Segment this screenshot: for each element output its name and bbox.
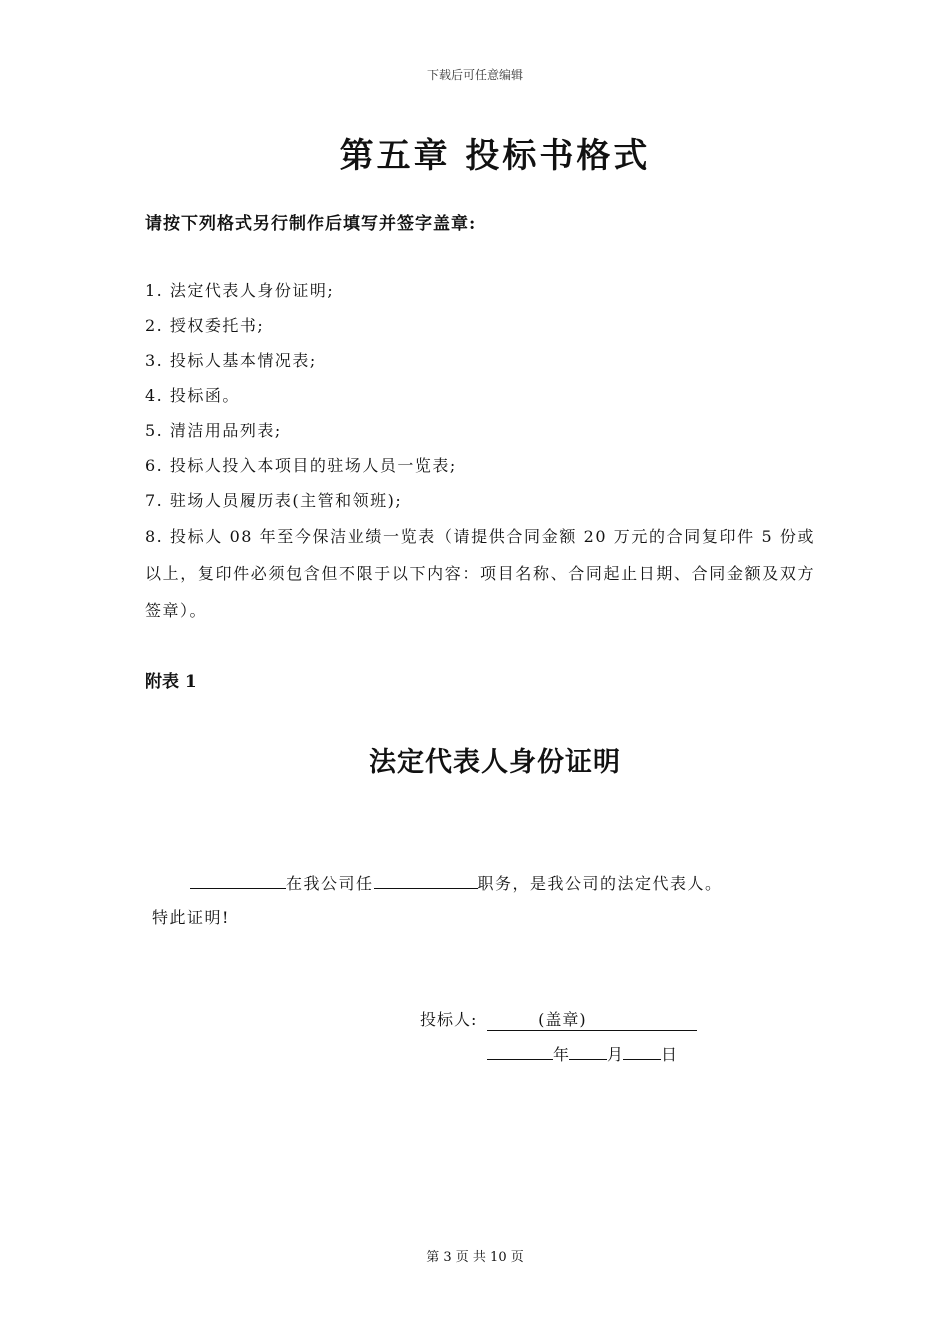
list-item: 2. 授权委托书;	[145, 316, 265, 335]
instruction-text: 请按下列格式另行制作后填写并签字盖章:	[145, 214, 477, 234]
form-title: 法定代表人身份证明	[369, 747, 621, 778]
list-item: 1. 法定代表人身份证明;	[145, 281, 335, 300]
list-item: 3. 投标人基本情况表;	[145, 351, 317, 370]
list-item: 6. 投标人投入本项目的驻场人员一览表;	[145, 456, 457, 475]
bidder-line	[420, 1007, 697, 1031]
list-item: 4. 投标函。	[145, 386, 240, 405]
appendix-label: 附表 1	[145, 672, 197, 692]
seal-text: (盖章)	[538, 1010, 587, 1029]
year-blank[interactable]	[487, 1041, 553, 1060]
closing-text: 特此证明!	[152, 908, 230, 927]
name-blank[interactable]	[190, 870, 286, 889]
header-note: 下载后可任意编辑	[426, 68, 523, 82]
page-footer: 第 3 页 共 10 页	[426, 1250, 524, 1265]
list-item: 7. 驻场人员履历表(主管和领班);	[145, 491, 403, 510]
document-list	[145, 278, 815, 629]
list-item: 8. 投标人 08 年至今保洁业绩一览表（请提供合同金额 20 万元的合同复印件 5 份或以上，复印件必须包含但不限于以下内容：项目名称、合同起止日期、合同金额及双方签章）。	[145, 527, 815, 620]
month-label: 月	[607, 1045, 624, 1064]
month-blank[interactable]	[569, 1041, 607, 1060]
list-item: 5. 清洁用品列表;	[145, 421, 282, 440]
year-label: 年	[553, 1045, 570, 1064]
text-after-name: 在我公司任	[286, 874, 374, 893]
date-line	[487, 1041, 677, 1065]
day-blank[interactable]	[623, 1041, 661, 1060]
text-after-position: 职务，是我公司的法定代表人。	[477, 874, 723, 893]
day-label: 日	[661, 1045, 678, 1064]
certification-line	[190, 870, 723, 894]
bidder-label: 投标人:	[420, 1010, 478, 1029]
position-blank[interactable]	[374, 870, 478, 889]
seal-blank[interactable]	[487, 1007, 697, 1031]
chapter-title: 第五章 投标书格式	[339, 136, 651, 176]
